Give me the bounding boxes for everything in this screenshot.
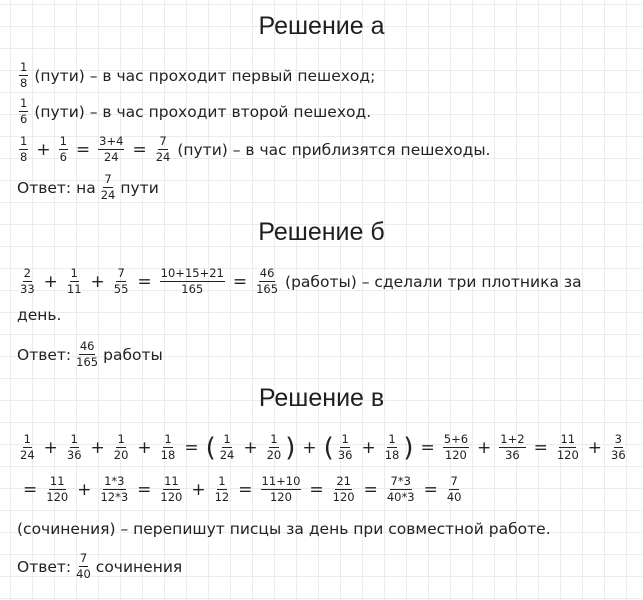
text: (сочинения) – перепишут писцы за день при совместной работе. [17, 520, 551, 538]
numerator: 7 [117, 266, 125, 280]
fraction [160, 267, 225, 296]
answer-fraction [75, 340, 99, 369]
denominator: 120 [160, 490, 183, 504]
numerator: 3+4 [99, 134, 124, 148]
fraction [160, 433, 177, 462]
numerator: 1 [218, 474, 226, 488]
operator: = [363, 479, 378, 500]
operator: + [243, 437, 258, 458]
solution-b-equation [17, 267, 582, 296]
equation [17, 267, 281, 296]
fraction [446, 475, 463, 504]
answer-unit: сочинения [95, 557, 183, 576]
operator: + [587, 437, 603, 458]
operator: = [420, 437, 435, 458]
parenthesis: ( [323, 432, 334, 463]
numerator: 10+15+21 [160, 266, 224, 280]
denominator: 20 [266, 448, 282, 462]
fraction [66, 267, 83, 296]
denominator: 8 [20, 76, 28, 90]
numerator: 3 [614, 432, 622, 446]
numerator: 1 [20, 134, 28, 148]
numerator: 7 [450, 474, 458, 488]
numerator: 1 [20, 96, 28, 110]
solution-a-line-1 [17, 61, 375, 90]
operator: = [132, 139, 147, 160]
operator: + [137, 437, 152, 458]
answer-unit: работы [103, 345, 163, 364]
numerator: 1 [164, 432, 172, 446]
operator: = [533, 437, 548, 458]
denominator: 36 [337, 448, 353, 462]
denominator: 36 [66, 448, 82, 462]
numerator: 1 [70, 432, 78, 446]
operator: = [423, 479, 438, 500]
numerator: 1 [388, 432, 396, 446]
numerator: 2 [23, 266, 31, 280]
fraction [45, 475, 69, 504]
denominator: 55 [113, 282, 129, 296]
answer-label: Ответ: на [17, 178, 96, 197]
numerator: 7 [79, 551, 88, 565]
denominator: 165 [256, 282, 279, 296]
parenthesis: ( [205, 432, 216, 463]
operator: + [36, 139, 51, 160]
numerator: 11 [164, 474, 179, 488]
text: (пути) – в час проходит второй пешеход. [34, 102, 372, 121]
fraction [19, 433, 36, 462]
operator: = [309, 479, 324, 500]
operator: + [477, 437, 492, 458]
numerator: 1 [23, 432, 31, 446]
operator: + [43, 437, 58, 458]
denominator: 11 [66, 282, 82, 296]
fraction [159, 475, 183, 504]
solution-v-equation-2 [17, 475, 464, 504]
fraction [19, 97, 28, 126]
operator: + [191, 479, 206, 500]
solution-v-line-3 [17, 520, 551, 538]
fraction [384, 433, 401, 462]
numerator: 1 [270, 432, 278, 446]
operator: + [302, 437, 317, 458]
denominator: 120 [46, 490, 69, 504]
solution-b-line-2 [17, 306, 61, 324]
denominator: 40 [76, 567, 91, 581]
denominator: 24 [219, 448, 235, 462]
denominator: 24 [20, 448, 35, 462]
fraction [499, 433, 525, 462]
numerator: 46 [79, 339, 95, 353]
fraction [261, 475, 302, 504]
equation [17, 135, 173, 164]
fraction [219, 433, 236, 462]
denominator: 6 [20, 112, 28, 126]
denominator: 12 [214, 490, 230, 504]
numerator: 1*3 [104, 474, 125, 488]
operator: = [137, 479, 152, 500]
denominator: 120 [332, 490, 355, 504]
heading-solution-v: Решение в [258, 384, 385, 412]
operator: + [361, 437, 376, 458]
denominator: 18 [160, 448, 176, 462]
operator: + [90, 271, 105, 292]
fraction [266, 433, 283, 462]
answer-label: Ответ: [17, 557, 72, 576]
fraction [19, 267, 36, 296]
fraction [443, 433, 469, 462]
operator: = [75, 139, 91, 160]
denominator: 40*3 [386, 490, 415, 504]
answer-fraction [75, 552, 92, 581]
operator: = [232, 271, 248, 292]
heading-solution-a: Решение а [258, 12, 385, 40]
fraction [98, 135, 124, 164]
numerator: 1 [20, 60, 28, 74]
fraction [66, 433, 83, 462]
fraction [610, 433, 627, 462]
denominator: 24 [103, 150, 119, 164]
denominator: 24 [100, 188, 116, 202]
solution-a-answer [17, 173, 159, 202]
numerator: 5+6 [443, 432, 469, 446]
text: (пути) – в час проходит первый пешеход; [34, 66, 376, 85]
fraction [19, 61, 28, 90]
equation [17, 433, 629, 462]
solution-b-answer [17, 340, 163, 369]
operator: + [43, 271, 58, 292]
denominator: 33 [20, 282, 35, 296]
text: (пути) – в час приблизятся пешеходы. [177, 140, 491, 159]
denominator: 120 [556, 448, 579, 462]
fraction [59, 135, 68, 164]
denominator: 36 [505, 448, 520, 462]
numerator: 7*3 [390, 474, 411, 488]
fraction [113, 267, 130, 296]
numerator: 21 [336, 474, 351, 488]
solution-v-equation-1 [17, 433, 629, 462]
numerator: 1+2 [500, 432, 525, 446]
numerator: 7 [104, 172, 112, 186]
denominator: 12*3 [100, 490, 129, 504]
denominator: 120 [444, 448, 467, 462]
answer-fraction [100, 173, 117, 202]
denominator: 8 [20, 150, 28, 164]
operator: = [238, 479, 253, 500]
fraction [155, 135, 172, 164]
denominator: 36 [611, 448, 626, 462]
fraction [332, 475, 356, 504]
fraction [19, 135, 28, 164]
denominator: 165 [181, 282, 204, 296]
denominator: 20 [113, 448, 129, 462]
numerator: 7 [159, 134, 167, 148]
denominator: 24 [155, 150, 171, 164]
text: (работы) – сделали три плотника за [285, 272, 582, 291]
fraction [255, 267, 279, 296]
numerator: 1 [341, 432, 349, 446]
fraction [214, 475, 231, 504]
operator: = [23, 479, 38, 500]
numerator: 11+10 [261, 474, 301, 488]
answer-unit: пути [120, 178, 159, 197]
equation [17, 475, 464, 504]
denominator: 6 [59, 150, 67, 164]
numerator: 1 [223, 432, 231, 446]
operator: = [184, 437, 199, 458]
operator: + [77, 479, 92, 500]
denominator: 18 [384, 448, 400, 462]
answer-label: Ответ: [17, 345, 72, 364]
numerator: 46 [259, 266, 275, 280]
denominator: 165 [76, 355, 99, 369]
solution-a-line-2 [17, 97, 371, 126]
fraction [99, 475, 129, 504]
numerator: 1 [117, 432, 125, 446]
numerator: 11 [49, 474, 65, 488]
numerator: 1 [70, 266, 78, 280]
fraction [386, 475, 416, 504]
denominator: 40 [446, 490, 462, 504]
heading-solution-b: Решение б [258, 218, 385, 246]
operator: + [90, 437, 105, 458]
numerator: 1 [59, 134, 67, 148]
fraction [556, 433, 580, 462]
parenthesis: ) [403, 432, 414, 463]
text: день. [17, 306, 62, 324]
numerator: 11 [560, 432, 576, 446]
operator: = [137, 271, 152, 292]
denominator: 120 [269, 490, 292, 504]
parenthesis: ) [285, 432, 296, 463]
solution-a-equation [17, 135, 490, 164]
fraction [337, 433, 354, 462]
fraction [113, 433, 130, 462]
solution-v-answer [17, 552, 182, 581]
